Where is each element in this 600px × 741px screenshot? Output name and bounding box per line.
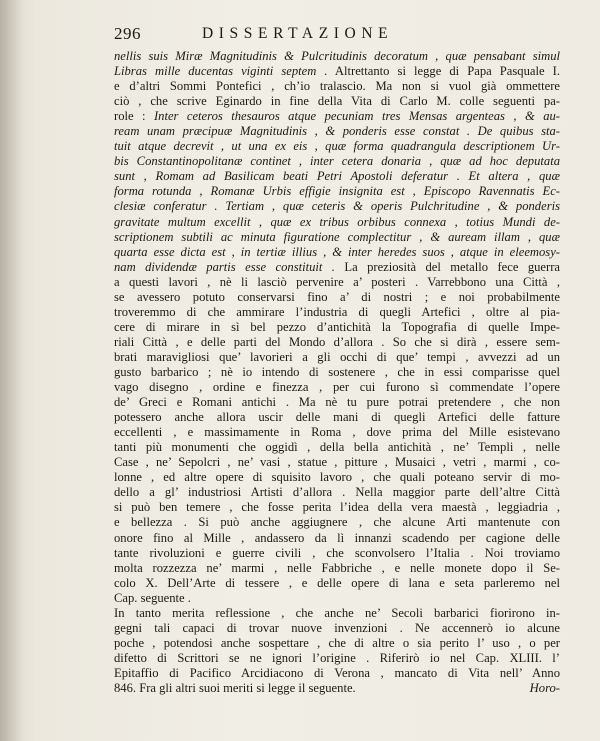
- text-line: [114, 651, 560, 666]
- text-span: e bellezza . Si può anche aggiugnere , che alcune Arti mantenute con: [114, 515, 560, 530]
- latin-quote-span: Inter ceteros thesauros atque pecuniam tres Mensas argenteas , & au-: [153, 109, 560, 124]
- body-text: [114, 49, 560, 696]
- text-span: Cap. seguente .: [114, 590, 191, 605]
- text-line: [114, 64, 560, 79]
- text-line: [114, 275, 560, 290]
- text-span: vago disegno , ordine e finezza , per cui furono sì commendate l’opere: [114, 380, 560, 395]
- text-line: [114, 199, 560, 214]
- text-line: [114, 335, 560, 350]
- text-span: eccellenti , e massimamente in Roma , dove prima del Mille esistevano: [114, 425, 560, 440]
- text-line: [114, 109, 560, 124]
- text-line: [114, 515, 560, 530]
- text-line: [114, 184, 560, 199]
- text-span: gusto barbarico ; nè io intendo di sostenere , che in essi comparisse quel: [114, 364, 560, 379]
- text-span: role :: [114, 109, 154, 124]
- text-span: tante rivoluzioni e guerre civili , che sconvolsero l’Italia . Noi troviamo: [114, 545, 560, 560]
- text-line: [114, 320, 560, 335]
- text-span: 846. Fra gli altri suoi meriti si legge il seguente.: [114, 680, 356, 695]
- text-line: [114, 260, 560, 275]
- latin-quote-span: forma rotunda , Romanæ Urbis effigie insignita est , Episcopo Ravennatis Ec-: [114, 184, 560, 199]
- text-span: gegni tali capaci di trovar nuove invenzioni . Ne accennerò io alcune: [114, 620, 560, 635]
- text-line: [114, 245, 560, 260]
- text-line: [114, 79, 560, 94]
- text-span: a questi lavori , nè li lasciò pervenire a’ posteri . Varrebbono una Città ,: [114, 274, 560, 289]
- text-line: [114, 49, 560, 64]
- latin-quote-span: sunt , Romam ad Basilicam beati Petri Apostoli deferatur . Et altera , quæ: [114, 169, 560, 184]
- text-line: [114, 380, 560, 395]
- text-span: tanti più monumenti che oggidì , della bella antichità , ne’ Templi , nelle: [114, 440, 560, 455]
- text-span: La preziosità del metallo fece guerra: [334, 259, 560, 274]
- running-title: DISSERTAZIONE: [202, 25, 394, 42]
- text-span: poche , potendosi anche sospettare , che di altre o sia perito l’ uso , o per: [114, 635, 560, 650]
- text-line: [114, 606, 560, 621]
- latin-quote-span: nellis suis Miræ Magnitudinis & Pulcritudinis decoratum , quæ pensabant simul: [114, 49, 560, 63]
- text-line: [114, 546, 560, 561]
- latin-quote-span: clesiæ conferatur . Tertiam , quæ ceteris & operis Pulchritudine , & ponderis: [114, 199, 560, 214]
- text-line: [114, 531, 560, 546]
- text-span: dello a gl’ industriosi Artisti d’allora . Nella maggior parte dell’altre Città: [114, 485, 560, 500]
- text-span: de’ Greci e Romani antichi . Ma nè tu pure potrai pretendere , che non: [114, 395, 560, 410]
- binding-gutter-shadow: [0, 0, 22, 741]
- text-line: [114, 395, 560, 410]
- text-span: molta rozzezza ne’ marmi , nelle Fabbriche , e nelle monete dopo il Se-: [114, 560, 560, 575]
- text-line: [114, 139, 560, 154]
- latin-quote-span: quarta esse dicta est , in tertiæ illius , & inter heredes suos , atque in eleemosy-: [114, 244, 560, 259]
- catchword: Horo-: [529, 680, 560, 695]
- text-span: Altrettanto si legge di Papa Pasquale I.: [327, 64, 560, 79]
- text-span: troveremmo di che ammirare l’industria di quegli Artefici , oltre al pia-: [114, 304, 560, 319]
- text-line: [114, 636, 560, 651]
- text-line: [114, 470, 560, 485]
- text-line: [114, 410, 560, 425]
- text-span: riali Città , e delle parti del Mondo d’allora . So che si dirà , essere sem-: [114, 334, 560, 349]
- text-line: [114, 290, 560, 305]
- text-line: [114, 455, 560, 470]
- text-span: Epitaffio di Pacifico Arcidiacono di Verona , mancato di Vita nell’ Anno: [114, 665, 560, 680]
- text-line: [114, 576, 560, 591]
- text-line: [114, 124, 560, 139]
- text-span: Case , ne’ Sepolcri , ne’ vasi , statue , pitture , Musaici , vetri , marmi , co-: [114, 455, 560, 470]
- text-span: onore fino al Mille , andassero da lì innanzi scadendo per cagione delle: [114, 530, 560, 545]
- text-line: [114, 425, 560, 440]
- latin-quote-span: Libras mille ducentas viginti septem .: [114, 64, 328, 79]
- text-line: [114, 591, 560, 606]
- latin-quote-span: bis Constantinopolitanæ continet , inter cetera donaria , quæ ad hoc deputata: [114, 154, 560, 169]
- text-span: In tanto merita reflessione , che anche ne’ Secoli barbarici fiorirono in-: [114, 605, 560, 620]
- text-span: difetto di Scrittori se ne ignori l’origine . Riferirò io nel Cap. XLIII. l’: [114, 650, 560, 665]
- text-span: e d’altri Sommi Pontefici , ch’io tralascio. Ma non si vuol già ommettere: [114, 79, 560, 94]
- text-line: [114, 666, 560, 681]
- text-span: colo X. Dell’Arte di tessere , e delle opere di lana e seta parleremo nel: [114, 575, 560, 590]
- text-line: [114, 485, 560, 500]
- page-number: 296: [114, 24, 141, 43]
- page-header: [114, 24, 474, 46]
- text-line: [114, 621, 560, 636]
- text-line: [114, 440, 560, 455]
- latin-quote-span: nam dividendæ partis esse constituit .: [114, 259, 335, 274]
- latin-quote-span: scriptionem subtili ac minuta figuratione complectitur , & auream illam , quæ: [114, 229, 560, 244]
- text-span: se avessero potuto conservarsi fino a’ di nostri ; e noi probabilmente: [114, 289, 560, 304]
- text-span: si può ben temere , che fosse perita l’idea della vera maestà , leggiadria ,: [114, 500, 560, 515]
- text-span: lonne , ed altre opere di squisito lavoro , che quali poteano servir di mo-: [114, 470, 560, 485]
- latin-quote-span: gravitate multum excellit , quæ ex tribus orbibus connexa , totius Mundi de-: [114, 214, 560, 229]
- text-span: potessero anche allora uscir delle mani di quegli Artefici delle fatture: [114, 410, 560, 425]
- text-line: [114, 215, 560, 230]
- text-line: [114, 500, 560, 515]
- text-line: [114, 561, 560, 576]
- text-line: [114, 681, 560, 696]
- text-line: [114, 169, 560, 184]
- text-line: [114, 305, 560, 320]
- text-line: [114, 94, 560, 109]
- text-line: [114, 350, 560, 365]
- latin-quote-span: ream unam præcipuæ Magnitudinis , & ponderis esse constat . De quibus sta-: [114, 124, 560, 139]
- text-line: [114, 154, 560, 169]
- latin-quote-span: tuit atque decrevit , ut una ex eis , quæ forma quadrangula descriptionem Ur-: [114, 139, 560, 154]
- text-span: ciò , che scrive Eginardo in fine della Vita di Carlo M. colle seguenti pa-: [114, 94, 560, 109]
- text-line: [114, 230, 560, 245]
- text-line: [114, 365, 560, 380]
- text-span: brati maravigliosi que’ lavorieri a gli occhi di que’ tempi , avvezzi ad un: [114, 349, 560, 364]
- text-span: cere di mirare in sì bel pezzo d’antichità la Topografia di quelle Impe-: [114, 319, 560, 334]
